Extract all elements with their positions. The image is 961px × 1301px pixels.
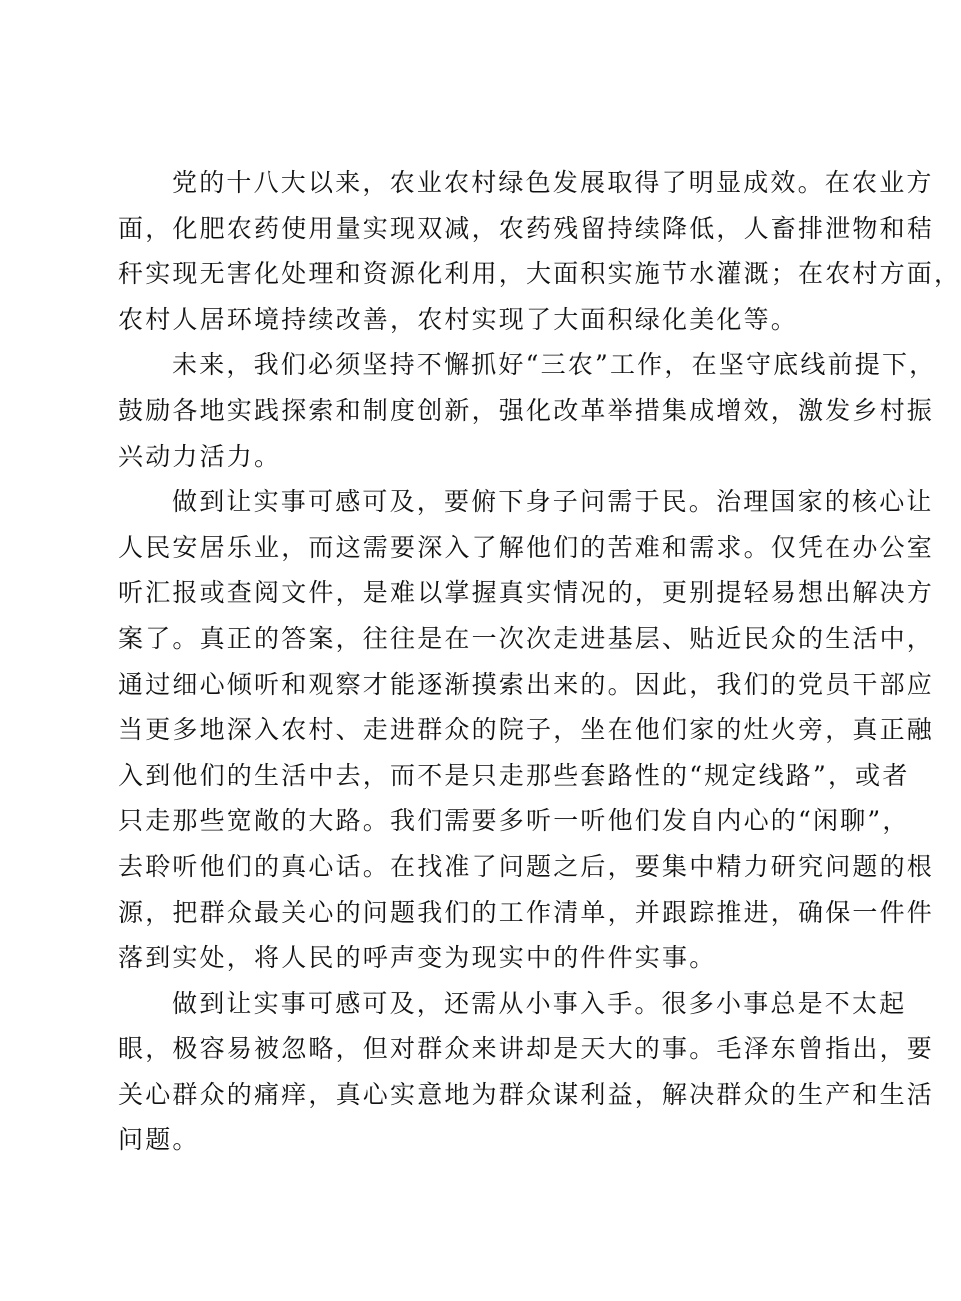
paragraph-line: 做到让实事可感可及，还需从小事入手。很多小事总是不太起 xyxy=(172,988,907,1018)
paragraph-line: 入到他们的生活中去，而不是只走那些套路性的“规定线路”，或者 xyxy=(118,760,910,790)
paragraph-line: 源，把群众最关心的问题我们的工作清单，并跟踪推进，确保一件件 xyxy=(118,897,935,927)
document-body xyxy=(118,160,961,1163)
paragraph-line: 做到让实事可感可及，要俯下身子问需于民。治理国家的核心让 xyxy=(172,487,934,517)
paragraph-line: 人民安居乐业，而这需要深入了解他们的苦难和需求。仅凭在办公室 xyxy=(118,532,935,562)
paragraph-line: 落到实处，将人民的呼声变为现实中的件件实事。 xyxy=(118,943,717,973)
paragraph-line: 关心群众的痛痒，真心实意地为群众谋利益，解决群众的生产和生活 xyxy=(118,1079,935,1109)
paragraph-line: 面，化肥农药使用量实现双减，农药残留持续降低，人畜排泄物和秸 xyxy=(118,213,935,243)
paragraph-line: 鼓励各地实践探索和制度创新，强化改革举措集成增效，激发乡村振 xyxy=(118,395,935,425)
paragraph-line: 眼，极容易被忽略，但对群众来讲却是天大的事。毛泽东曾指出，要 xyxy=(118,1034,935,1064)
paragraph-line: 当更多地深入农村、走进群众的院子，坐在他们家的灶火旁，真正融 xyxy=(118,715,935,745)
paragraph-line: 问题。 xyxy=(118,1125,200,1155)
paragraph-line: 通过细心倾听和观察才能逐渐摸索出来的。因此，我们的党员干部应 xyxy=(118,669,935,699)
paragraph-line: 农村人居环境持续改善，农村实现了大面积绿化美化等。 xyxy=(118,304,799,334)
paragraph-line: 秆实现无害化处理和资源化利用，大面积实施节水灌溉；在农村方面， xyxy=(118,259,961,289)
paragraph-line: 未来，我们必须坚持不懈抓好“三农”工作，在坚守底线前提下， xyxy=(172,350,937,380)
paragraph-line: 去聆听他们的真心话。在找准了问题之后，要集中精力研究问题的根 xyxy=(118,851,935,881)
paragraph-3 xyxy=(118,479,935,981)
paragraph-1 xyxy=(118,160,961,342)
paragraph-2 xyxy=(118,342,937,479)
paragraph-line: 听汇报或查阅文件，是难以掌握真实情况的，更别提轻易想出解决方 xyxy=(118,578,935,608)
paragraph-line: 党的十八大以来，农业农村绿色发展取得了明显成效。在农业方 xyxy=(172,168,934,197)
paragraph-line: 兴动力活力。 xyxy=(118,441,282,471)
paragraph-4 xyxy=(118,981,935,1163)
paragraph-line: 只走那些宽敞的大路。我们需要多听一听他们发自内心的“闲聊”， xyxy=(118,806,910,836)
paragraph-line: 案了。真正的答案，往往是在一次次走进基层、贴近民众的生活中， xyxy=(118,623,935,653)
